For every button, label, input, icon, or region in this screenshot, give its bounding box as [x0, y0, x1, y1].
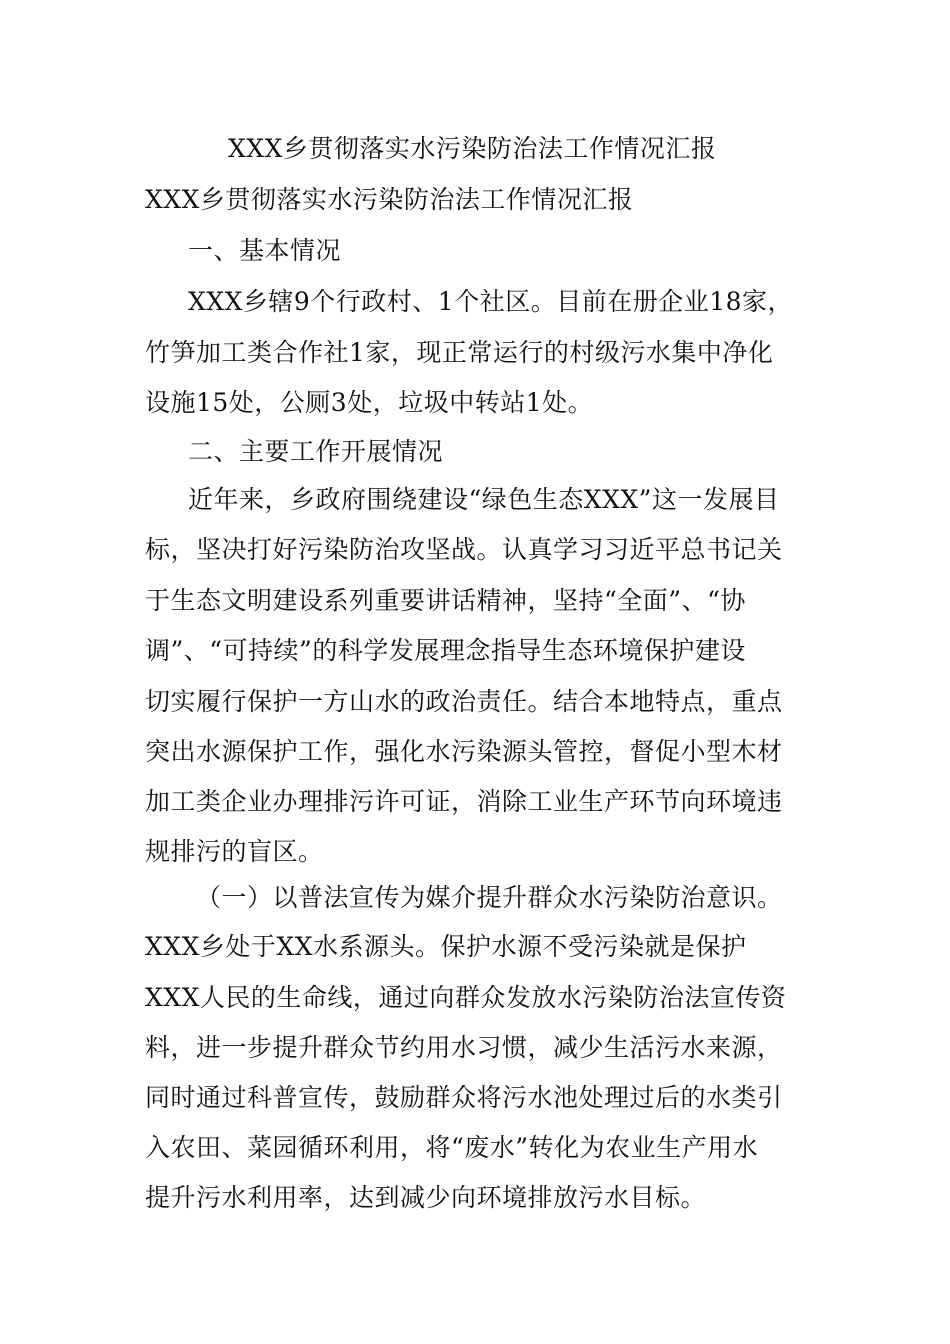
paragraph-line: 切实履行保护一方山水的政治责任。结合本地特点，重点 [145, 687, 783, 716]
paragraph-line: XXX人民的生命线，通过向群众发放水污染防治法宣传资 [145, 983, 787, 1012]
paragraph-line: 规排污的盲区。 [145, 837, 324, 866]
paragraph-line: 调”、“可持续”的科学发展理念指导生态环境保护建设 [145, 636, 746, 665]
section-heading-work: 二、主要工作开展情况 [188, 437, 444, 466]
subsection-heading: （一）以普法宣传为媒介提升群众水污染防治意识。 [196, 883, 783, 912]
section-heading-basic: 一、基本情况 [188, 236, 342, 265]
paragraph-line: 提升污水利用率，达到减少向环境排放污水目标。 [145, 1183, 707, 1212]
paragraph-line: 入农田、菜园循环利用，将“废水”转化为农业生产用水 [145, 1133, 759, 1162]
paragraph-line: XXX乡处于XX水系源头。保护水源不受污染就是保护 [145, 932, 747, 961]
paragraph-line: 料，进一步提升群众节约用水习惯，减少生活污水来源， [145, 1033, 783, 1062]
paragraph-line: 于生态文明建设系列重要讲话精神，坚持“全面”、“协 [145, 586, 746, 615]
paragraph-line: 突出水源保护工作，强化水污染源头管控，督促小型木材 [145, 737, 783, 766]
paragraph-line: 加工类企业办理排污许可证，消除工业生产环节向环境违 [145, 787, 783, 816]
paragraph-line: 竹笋加工类合作社1家，现正常运行的村级污水集中净化 [145, 338, 774, 367]
document-title: XXX乡贯彻落实水污染防治法工作情况汇报 [228, 134, 717, 163]
paragraph-line: XXX乡辖9个行政村、1个社区。目前在册企业18家， [188, 287, 794, 316]
paragraph-line: 设施15处，公厕3处，垃圾中转站1处。 [145, 388, 594, 417]
paragraph-line: 近年来，乡政府围绕建设“绿色生态XXX”这一发展目 [188, 485, 780, 514]
paragraph-line: 标，坚决打好污染防治攻坚战。认真学习习近平总书记关 [145, 535, 783, 564]
paragraph-line: 同时通过科普宣传，鼓励群众将污水池处理过后的水类引 [145, 1083, 783, 1112]
document-subtitle: XXX乡贯彻落实水污染防治法工作情况汇报 [145, 185, 634, 214]
